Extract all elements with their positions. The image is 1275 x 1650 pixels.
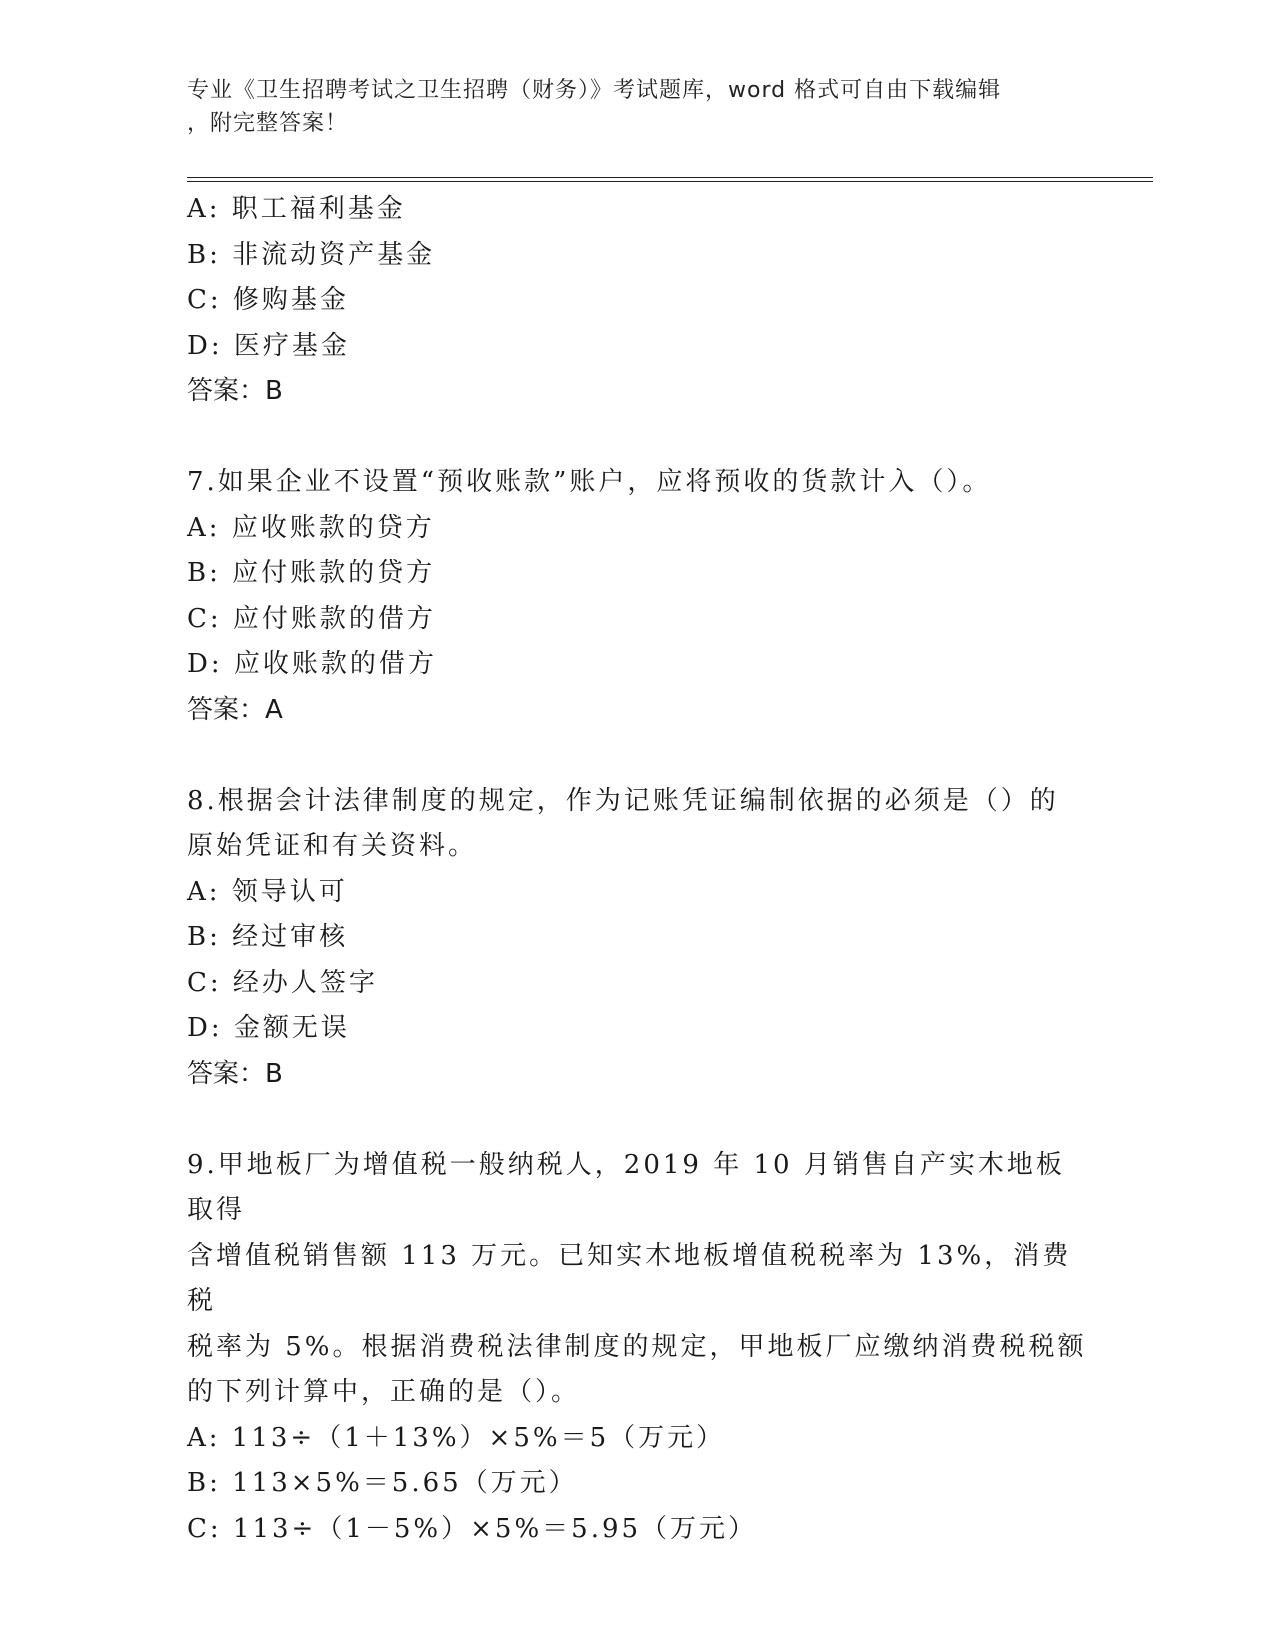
question-text-line-2: 原始凭证和有关资料。: [187, 831, 478, 861]
answer: 答案：A: [187, 694, 283, 725]
option-a: A: 应收账款的贷方: [187, 512, 435, 543]
option-d: D: 医疗基金: [187, 330, 350, 361]
question-text-line-1: 9.甲地板厂为增值税一般纳税人，2019 年 10 月销售自产实木地板取得: [187, 1149, 1065, 1225]
option-d: D: 应收账款的借方: [187, 649, 437, 679]
question-9: [187, 1143, 1087, 1553]
header-rule-bottom: [187, 181, 1153, 182]
option-c: C: 113÷（1－5%）×5%＝5.95（万元）: [187, 1513, 758, 1544]
header-line-1: 专业《卫生招聘考试之卫生招聘（财务）》考试题库，word 格式可自由下载编辑: [187, 78, 1002, 103]
option-c: C: 经办人签字: [187, 967, 378, 998]
question-6: [187, 187, 1087, 415]
spacer: [187, 733, 1087, 779]
question-text-line-2: 含增值税销售额 113 万元。已知实木地板增值税税率为 13%，消费税: [187, 1240, 1072, 1316]
question-text-line-3: 税率为 5%。根据消费税法律制度的规定，甲地板厂应缴纳消费税税额: [187, 1331, 1087, 1362]
option-c: C: 修购基金: [187, 285, 349, 315]
option-b: B: 应付账款的贷方: [187, 558, 436, 588]
option-c: C: 应付账款的借方: [187, 603, 436, 634]
option-a: A: 领导认可: [187, 876, 348, 907]
spacer: [187, 1097, 1087, 1143]
question-text-line-1: 8.根据会计法律制度的规定，作为记账凭证编制依据的必须是（）的: [187, 785, 1059, 816]
header-line-2: ，附完整答案！: [187, 111, 349, 136]
option-a: A: 113÷（1＋13%）×5%＝5（万元）: [187, 1422, 726, 1453]
answer: 答案：B: [187, 376, 283, 406]
answer: 答案：B: [187, 1058, 283, 1089]
option-b: B: 经过审核: [187, 922, 349, 952]
question-text: 7.如果企业不设置“预收账款”账户，应将预收的货款计入（）。: [187, 467, 992, 497]
option-b: B: 非流动资产基金: [187, 239, 436, 270]
document-body: [187, 187, 1087, 1552]
question-8: [187, 779, 1087, 1098]
question-7: [187, 460, 1087, 733]
document-header: [187, 74, 1067, 140]
spacer: [187, 415, 1087, 461]
header-rule-top: [187, 177, 1153, 178]
option-b: B: 113×5%＝5.65（万元）: [187, 1468, 578, 1498]
question-text-line-4: 的下列计算中，正确的是（）。: [187, 1377, 581, 1407]
option-d: D: 金额无误: [187, 1013, 350, 1043]
option-a: A: 职工福利基金: [187, 194, 406, 224]
